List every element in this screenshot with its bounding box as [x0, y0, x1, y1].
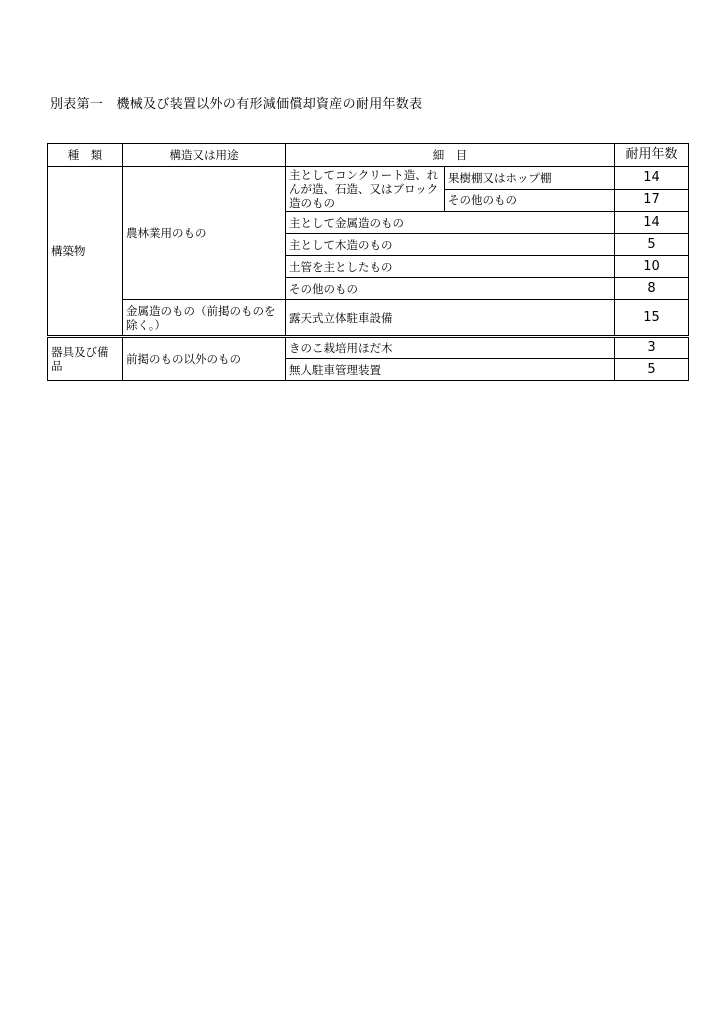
years-unmanned-parking: 5 [615, 359, 689, 381]
years-wood: 5 [615, 234, 689, 256]
years-open-air-parking: 15 [615, 300, 689, 337]
document-title: 別表第一 機械及び装置以外の有形減価償却資産の耐用年数表 [50, 97, 423, 112]
detail-clay-pipe: 土管を主としたもの [286, 256, 615, 278]
detail-metal: 主として金属造のもの [286, 212, 615, 234]
detail-fruit-trellis: 果樹棚又はホップ棚 [445, 167, 615, 190]
detail-other-agri: その他のもの [286, 278, 615, 300]
structure-metal-excluding: 金属造のもの（前掲のものを除く。） [123, 300, 286, 337]
years-other-concrete: 17 [615, 189, 689, 212]
detail-wood: 主として木造のもの [286, 234, 615, 256]
detail-other-concrete: その他のもの [445, 189, 615, 212]
table-row [48, 337, 689, 359]
header-detail: 細 目 [286, 144, 615, 167]
structure-other-equipment: 前掲のもの以外のもの [123, 337, 286, 381]
header-row [48, 144, 689, 167]
header-structure: 構造又は用途 [123, 144, 286, 167]
detail-mushroom-logs: きのこ栽培用ほだ木 [286, 337, 615, 359]
type-equipment: 器具及び備品 [48, 337, 123, 381]
structure-agri: 農林業用のもの [123, 167, 286, 300]
header-type: 種 類 [48, 144, 123, 167]
years-mushroom-logs: 3 [615, 337, 689, 359]
detail-open-air-parking: 露天式立体駐車設備 [286, 300, 615, 337]
detail-unmanned-parking: 無人駐車管理装置 [286, 359, 615, 381]
useful-life-table [47, 143, 689, 381]
header-years: 耐用年数 [615, 144, 689, 167]
years-fruit-trellis: 14 [615, 167, 689, 190]
years-other-agri: 8 [615, 278, 689, 300]
table-row [48, 167, 689, 190]
years-metal: 14 [615, 212, 689, 234]
table-row [48, 300, 689, 337]
years-clay-pipe: 10 [615, 256, 689, 278]
type-structures: 構築物 [48, 167, 123, 337]
detail-concrete-group: 主としてコンクリート造、れんが造、石造、又はブロック造のもの [286, 167, 445, 212]
